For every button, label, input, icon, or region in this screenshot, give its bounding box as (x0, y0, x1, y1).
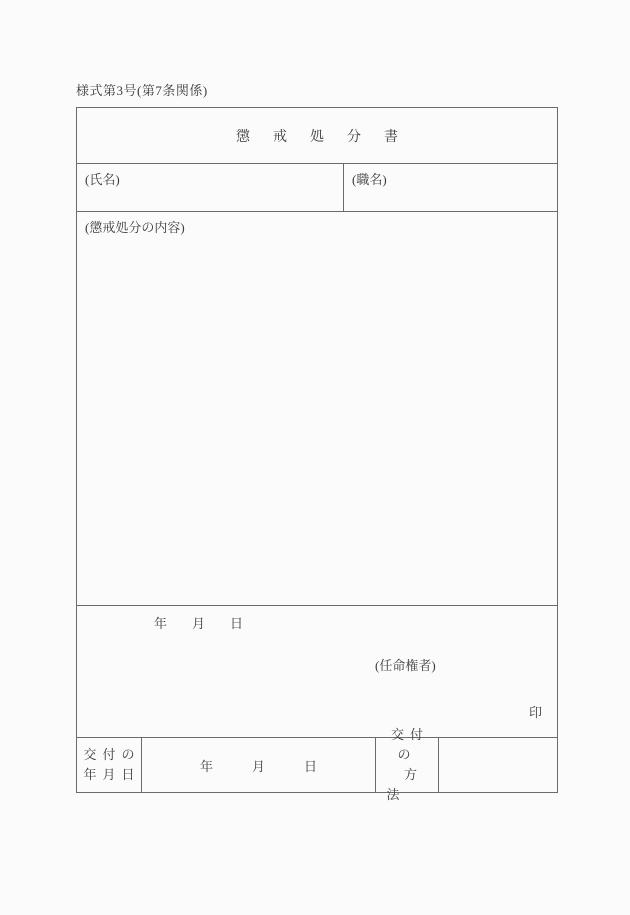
delivery-date-placeholder: 年月日 (199, 758, 356, 774)
name-position-row (77, 164, 557, 212)
signature-block (77, 606, 557, 738)
delivery-method-header-cell (376, 727, 446, 802)
form-number-label: 様式第3号(第7条関係) (76, 83, 208, 98)
delivery-date-header-line1: 交付の (83, 747, 141, 762)
delivery-date-header-line2: 年月日 (83, 767, 141, 782)
delivery-method-header-line2: 方法 (386, 767, 446, 802)
delivery-method-value-cell (439, 738, 557, 792)
delivery-date-header-cell (77, 738, 142, 792)
name-field-cell (77, 164, 344, 211)
delivery-method-header-line1: 交付の (390, 727, 429, 762)
delivery-date-value-cell (142, 738, 376, 792)
title-row (77, 108, 557, 164)
disciplinary-form-table (76, 107, 558, 802)
document-title: 懲戒処分書 (236, 129, 421, 145)
content-label: (懲戒処分の内容) (85, 220, 185, 235)
name-label: (氏名) (85, 172, 120, 187)
delivery-row (77, 727, 557, 802)
signature-date-placeholder: 年月日 (154, 616, 269, 631)
content-field-cell (77, 212, 557, 606)
seal-mark: 印 (529, 705, 543, 720)
position-field-cell (344, 164, 557, 211)
appointer-label: (任命権者) (375, 658, 436, 673)
position-label: (職名) (352, 172, 387, 187)
